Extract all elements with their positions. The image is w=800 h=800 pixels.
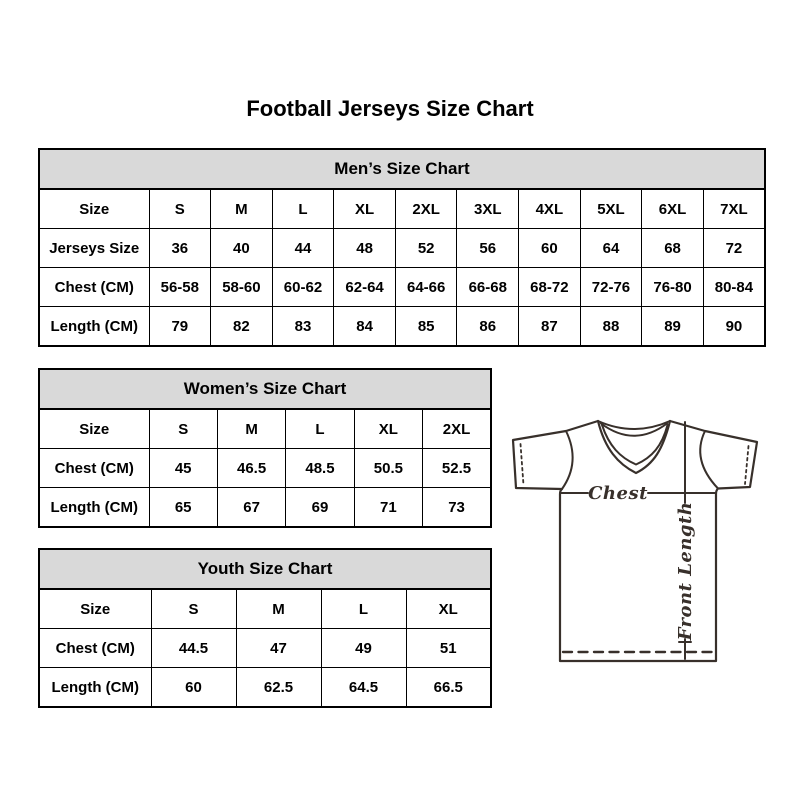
size-header-cell: L xyxy=(286,409,354,449)
front-length-label: Front Length xyxy=(675,501,696,641)
table-row xyxy=(39,629,491,668)
value-cell: 36 xyxy=(149,229,211,268)
size-header-cell: 5XL xyxy=(580,189,642,229)
value-cell: 50.5 xyxy=(354,449,422,488)
value-cell: 71 xyxy=(354,488,422,528)
value-cell: 56 xyxy=(457,229,519,268)
size-header-cell: S xyxy=(149,409,217,449)
value-cell: 87 xyxy=(519,307,581,347)
value-cell: 40 xyxy=(211,229,273,268)
womens-size-table xyxy=(38,368,492,528)
table-row xyxy=(39,668,491,708)
value-cell: 51 xyxy=(406,629,491,668)
value-cell: 49 xyxy=(321,629,406,668)
size-header-cell: S xyxy=(151,589,236,629)
value-cell: 88 xyxy=(580,307,642,347)
left-armhole-seam xyxy=(562,431,573,489)
value-cell: 52 xyxy=(395,229,457,268)
size-header-cell: XL xyxy=(406,589,491,629)
size-header-cell: 2XL xyxy=(423,409,491,449)
youth-size-table xyxy=(38,548,492,708)
value-cell: 56-58 xyxy=(149,268,211,307)
value-cell: 68 xyxy=(642,229,704,268)
size-header-cell: XL xyxy=(334,189,396,229)
row-label-cell: Size xyxy=(39,409,149,449)
row-label-cell: Length (CM) xyxy=(39,488,149,528)
value-cell: 52.5 xyxy=(423,449,491,488)
table-row xyxy=(39,189,765,229)
value-cell: 72 xyxy=(703,229,765,268)
value-cell: 48 xyxy=(334,229,396,268)
value-cell: 45 xyxy=(149,449,217,488)
table-title-row xyxy=(39,149,765,189)
right-cuff-stitch xyxy=(745,446,749,484)
value-cell: 80-84 xyxy=(703,268,765,307)
row-label-cell: Size xyxy=(39,589,151,629)
table-row xyxy=(39,268,765,307)
mens-size-table xyxy=(38,148,766,347)
youth-size-table-title: Youth Size Chart xyxy=(39,549,491,589)
value-cell: 82 xyxy=(211,307,273,347)
value-cell: 86 xyxy=(457,307,519,347)
size-header-cell: 6XL xyxy=(642,189,704,229)
value-cell: 60-62 xyxy=(272,268,334,307)
jersey-body-outline xyxy=(513,421,757,661)
size-header-cell: 2XL xyxy=(395,189,457,229)
value-cell: 67 xyxy=(217,488,285,528)
row-label-cell: Length (CM) xyxy=(39,668,151,708)
value-cell: 60 xyxy=(519,229,581,268)
value-cell: 90 xyxy=(703,307,765,347)
row-label-cell: Size xyxy=(39,189,149,229)
value-cell: 62-64 xyxy=(334,268,396,307)
size-header-cell: XL xyxy=(354,409,422,449)
value-cell: 69 xyxy=(286,488,354,528)
size-header-cell: 7XL xyxy=(703,189,765,229)
jersey-outline-icon xyxy=(500,393,790,683)
table-row xyxy=(39,307,765,347)
size-header-cell: L xyxy=(272,189,334,229)
value-cell: 68-72 xyxy=(519,268,581,307)
right-armhole-seam xyxy=(700,431,718,489)
value-cell: 79 xyxy=(149,307,211,347)
row-label-cell: Length (CM) xyxy=(39,307,149,347)
value-cell: 47 xyxy=(236,629,321,668)
table-row xyxy=(39,229,765,268)
value-cell: 44 xyxy=(272,229,334,268)
size-header-cell: M xyxy=(211,189,273,229)
chest-label: Chest xyxy=(588,483,648,504)
value-cell: 64.5 xyxy=(321,668,406,708)
size-header-cell: M xyxy=(217,409,285,449)
size-header-cell: M xyxy=(236,589,321,629)
value-cell: 60 xyxy=(151,668,236,708)
table-title-row xyxy=(39,549,491,589)
value-cell: 84 xyxy=(334,307,396,347)
size-header-cell: L xyxy=(321,589,406,629)
size-header-cell: 3XL xyxy=(457,189,519,229)
value-cell: 48.5 xyxy=(286,449,354,488)
value-cell: 72-76 xyxy=(580,268,642,307)
left-cuff-stitch xyxy=(521,444,524,485)
row-label-cell: Chest (CM) xyxy=(39,629,151,668)
value-cell: 76-80 xyxy=(642,268,704,307)
table-row xyxy=(39,488,491,528)
value-cell: 85 xyxy=(395,307,457,347)
value-cell: 65 xyxy=(149,488,217,528)
row-label-cell: Jerseys Size xyxy=(39,229,149,268)
value-cell: 64-66 xyxy=(395,268,457,307)
value-cell: 66.5 xyxy=(406,668,491,708)
value-cell: 46.5 xyxy=(217,449,285,488)
size-header-cell: 4XL xyxy=(519,189,581,229)
mens-size-table-title: Men’s Size Chart xyxy=(39,149,765,189)
size-header-cell: S xyxy=(149,189,211,229)
row-label-cell: Chest (CM) xyxy=(39,268,149,307)
table-row xyxy=(39,409,491,449)
table-row xyxy=(39,449,491,488)
value-cell: 44.5 xyxy=(151,629,236,668)
row-label-cell: Chest (CM) xyxy=(39,449,149,488)
value-cell: 64 xyxy=(580,229,642,268)
table-row xyxy=(39,589,491,629)
value-cell: 62.5 xyxy=(236,668,321,708)
value-cell: 58-60 xyxy=(211,268,273,307)
value-cell: 73 xyxy=(423,488,491,528)
table-title-row xyxy=(39,369,491,409)
page-title: Football Jerseys Size Chart xyxy=(246,96,534,121)
jersey-diagram xyxy=(500,393,790,683)
value-cell: 83 xyxy=(272,307,334,347)
value-cell: 66-68 xyxy=(457,268,519,307)
womens-size-table-title: Women’s Size Chart xyxy=(39,369,491,409)
value-cell: 89 xyxy=(642,307,704,347)
